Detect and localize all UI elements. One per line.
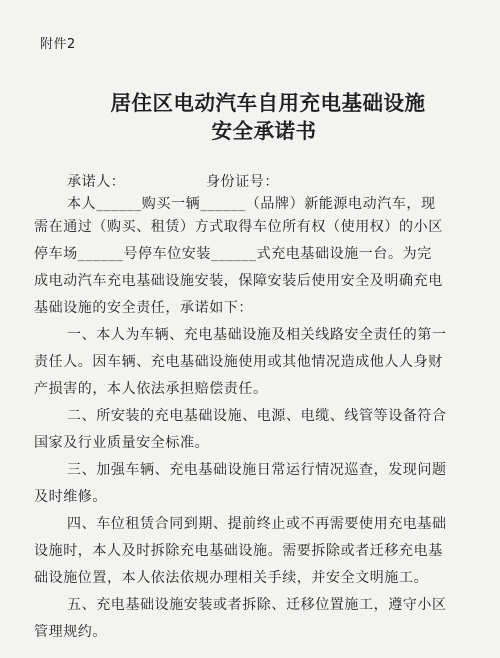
clause-1-line: 责任人。因车辆、充电基础设施使用或其他情况造成他人人身财 <box>34 354 443 370</box>
clause-1-line: 产损害的，本人依法承担赔偿责任。 <box>34 381 268 397</box>
clause-2-line: 国家及行业质量安全标准。 <box>34 435 210 451</box>
clause-2-line: 二、所安装的充电基础设施、电源、电缆、线管等设备符合 <box>67 408 447 424</box>
clause-3-line: 三、加强车辆、充电基础设施日常运行情况巡查，发现问题 <box>67 462 447 478</box>
clause-5-line: 管理规约。 <box>34 624 107 640</box>
signer-line: 承诺人： 身份证号： <box>67 174 279 190</box>
clause-4-line: 础设施位置，本人依法依规办理相关手续，并安全文明施工。 <box>34 570 429 586</box>
clause-3-line: 及时维修。 <box>34 489 107 505</box>
clause-4-line: 四、车位租赁合同到期、提前终止或不再需要使用充电基础 <box>67 516 447 532</box>
body-line: 本人______购买一辆______（品牌）新能源电动汽车，现 <box>67 196 436 212</box>
document-title-line2: 安全承诺书 <box>211 119 317 143</box>
body-line: 停车场______号停车位安装______式充电基础设施一台。为完 <box>34 246 432 262</box>
clause-1-line: 一、本人为车辆、充电基础设施及相关线路安全责任的第一 <box>67 327 447 343</box>
document-title-line1: 居住区电动汽车自用充电基础设施 <box>110 91 426 115</box>
clause-5-line: 五、充电基础设施安装或者拆除、迁移位置施工，遵守小区 <box>67 597 447 613</box>
body-line: 成电动汽车充电基础设施安装，保障安装后使用安全及明确充电 <box>34 273 443 289</box>
body-line: 需在通过（购买、租赁）方式取得车位所有权（使用权）的小区 <box>34 219 443 235</box>
body-line: 基础设施的安全责任，承诺如下： <box>34 300 253 316</box>
attachment-label: 附件2 <box>40 37 76 52</box>
clause-4-line: 设施时，本人及时拆除充电基础设施。需要拆除或者迁移充电基 <box>34 543 443 559</box>
